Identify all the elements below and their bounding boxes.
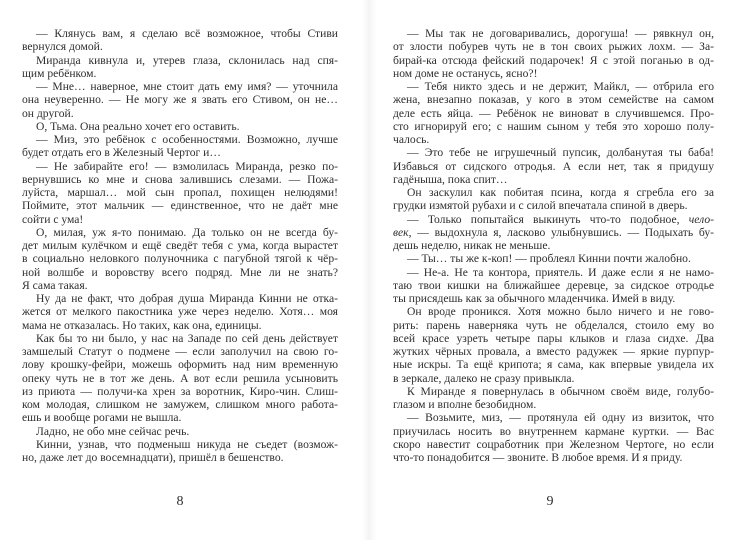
text-line: из приюта — получи-ка хрен за воротник, Киро-чин. Слиш- bbox=[22, 384, 338, 398]
text-line: она неуверенно. — Не могу же я звать его Стивом, он не… bbox=[22, 93, 338, 107]
text-line: — Ты… ты же к-коп! — проблеял Кинни почти жалобно. bbox=[407, 252, 691, 266]
text-line: он другой. bbox=[22, 106, 74, 120]
text-line: таю твои кишки на ближайшее деревце, за сидское отродье bbox=[393, 278, 714, 292]
text-line: ешь и вообще рогами не вышла. bbox=[22, 411, 182, 425]
text-line: жется от мелкого пакостника уже через неделю. Хотя… моя bbox=[22, 305, 338, 319]
paragraph bbox=[393, 385, 714, 412]
text-line: — Это тебе не игрушечный пупсик, долбанутая ты баба! bbox=[407, 146, 714, 160]
paragraph bbox=[393, 252, 714, 265]
text-line: ные искры. Та ещё крипота; я сама, как впервые увидела их bbox=[393, 358, 714, 372]
paragraph bbox=[22, 80, 338, 120]
paragraph bbox=[393, 27, 714, 80]
paragraph bbox=[22, 120, 338, 133]
book-gutter bbox=[362, 0, 376, 540]
text-line: лову крошку-фейри, можешь оформить над ним временную bbox=[22, 358, 338, 372]
paragraph bbox=[22, 292, 338, 332]
text-line: ком молодая, слишком не замужем, слишком много работа- bbox=[22, 398, 338, 411]
paragraph bbox=[393, 146, 714, 186]
text-line: — Миз, это ребёнок с особенностями. Возможно, лучше bbox=[36, 133, 338, 146]
text-line: Поймите, этот мальчик — единственное, что не даёт мне bbox=[22, 199, 338, 213]
text-line bbox=[393, 213, 714, 226]
text-line: сойти с ума! bbox=[22, 212, 84, 226]
text-line: вернулся домой. bbox=[22, 40, 103, 54]
text-line: Избавься от сидского отродья. А если нет, так я придушу bbox=[393, 159, 714, 173]
text-line: бирай-ка отсюда фейский подарочек! Я с этой поганью в од- bbox=[393, 53, 714, 67]
text-line: Миранда кивнула и, утерев глаза, склонилась над спя- bbox=[36, 53, 338, 67]
text-line: вернувшись ко мне и снова залившись слезами. — Пожа- bbox=[22, 172, 338, 186]
italic-text: чело- bbox=[688, 212, 714, 226]
text-line: сто игнорируй его; с нашим сыном у тебя это хорошо полу- bbox=[393, 119, 714, 133]
text-line: ном доме не останусь, ясно?! bbox=[393, 66, 538, 80]
text-line: дет милым кулёчком и ещё сведёт тебя с ума, когда вырастет bbox=[22, 239, 338, 252]
page-number-right: 9 bbox=[546, 494, 554, 509]
paragraph bbox=[393, 80, 714, 146]
paragraph bbox=[393, 266, 714, 306]
text-line: ной волшбе и воровству всего подряд. Мне ли не знать? bbox=[22, 265, 338, 279]
paragraph bbox=[22, 54, 338, 81]
text-line: Как бы то ни было, у нас на Западе по сей день действует bbox=[36, 331, 338, 345]
text-line: — Не забирайте его! — взмолилась Миранда, резко по- bbox=[36, 159, 338, 173]
text-line: Ладно, не обо мне сейчас речь. bbox=[36, 424, 190, 438]
text-line: всей красе узреть четыре пары клыков и глаза сидхе. Два bbox=[393, 331, 714, 345]
page-right-text bbox=[393, 27, 714, 464]
text-line: жутких чёрных провала, а вместо радужек — яркие пурпур- bbox=[393, 345, 714, 358]
text-segment: — Только попытайся выкинуть что-то подобное, bbox=[407, 212, 689, 226]
text-line bbox=[393, 226, 714, 239]
text-line: чалось. bbox=[393, 133, 430, 146]
text-line: грудки измятой рубахи и с силой впечатала спиной в дверь. bbox=[393, 199, 688, 213]
page-number-left: 8 bbox=[176, 494, 184, 509]
text-line: мама не отказалась. Но таких, как она, единицы. bbox=[22, 318, 262, 332]
text-line: глазом и вполне безобидном. bbox=[393, 398, 537, 411]
page-left-text bbox=[22, 27, 338, 464]
text-line: — Клянусь вам, я сделаю всё возможное, чтобы Стиви bbox=[36, 27, 338, 40]
text-line: рить: парень наверняка чуть не обделался, стоило ему во bbox=[393, 318, 714, 332]
text-line: Я сама такая. bbox=[22, 278, 88, 292]
text-line: Кинни, узнав, что подменыш никуда не съедет (возмож- bbox=[36, 437, 338, 451]
paragraph bbox=[22, 438, 338, 465]
text-line: — Мы так не договаривались, дорогуша! — рявкнул он, bbox=[407, 27, 714, 40]
paragraph bbox=[393, 411, 714, 464]
text-line: от злости побурев чуть не в тон своих рыжих лохм. — За- bbox=[393, 40, 714, 54]
paragraph bbox=[22, 27, 338, 54]
text-line: луйста, маршал… мой сын пропал, похищен нелюдями! bbox=[22, 186, 338, 199]
text-line: в социально неловкого полуночника с пагубной тягой к чёр- bbox=[22, 252, 338, 266]
text-line: деле есть яйца. — Ребёнок не виноват в случившемся. Про- bbox=[393, 106, 714, 120]
text-line: О, Тьма. Она реально хочет его оставить. bbox=[36, 119, 240, 133]
text-line: будет отдать его в Железный Чертог и… bbox=[22, 146, 221, 160]
text-line: скоро навестит соцработник при Железном Чертоге, но если bbox=[393, 437, 714, 451]
text-segment: , — выдохнула я, ласково улыбнувшись. — Подыхать бу- bbox=[408, 225, 714, 239]
paragraph bbox=[22, 226, 338, 292]
text-line: Он заскулил как побитая псина, когда я сгребла его за bbox=[407, 186, 714, 199]
text-line: О, милая, уж я-то понимаю. Да только он не всегда бу- bbox=[36, 225, 338, 239]
paragraph bbox=[393, 186, 714, 213]
text-line: К Миранде я повернулась в обычном своём виде, голубо- bbox=[407, 384, 714, 398]
text-line: — Возьмите, миз, — протянула ей одну из визиток, что bbox=[407, 411, 714, 425]
text-line: опеку чуть не в тот же день. А вот если решила усыновить bbox=[22, 371, 338, 385]
text-line: щим ребёнком. bbox=[22, 66, 97, 80]
text-line: но, даже лет до восемнадцати), пришёл в бешенство. bbox=[22, 451, 284, 464]
text-line: дешь неделю, никак не меньше. bbox=[393, 239, 551, 252]
text-line: замшелый Статут о подмене — если заполучил на свою го- bbox=[22, 345, 338, 358]
text-line: — Мне… наверное, мне стоит дать ему имя? — уточнила bbox=[36, 80, 338, 93]
paragraph bbox=[22, 133, 338, 160]
paragraph bbox=[393, 305, 714, 385]
text-line: ты присядешь как за обычного младенчика. Имей в виду. bbox=[393, 292, 676, 305]
paragraph bbox=[393, 213, 714, 253]
text-line: приучилась носить во внутреннем кармане куртки. — Вас bbox=[393, 424, 714, 438]
text-line: — Не-а. Не та контора, приятель. И даже если я не намо- bbox=[407, 265, 714, 279]
paragraph bbox=[22, 160, 338, 226]
text-line: гадёныша, пока спит… bbox=[393, 172, 508, 186]
paragraph bbox=[22, 425, 338, 438]
text-line: — Тебя никто здесь и не держит, Майкл, — отбрила его bbox=[407, 80, 714, 93]
text-line: жена, внезапно показав, у кого в этом семействе на самом bbox=[393, 93, 714, 107]
text-line: что-то понадобится — звоните. В любое время. И я приду. bbox=[393, 451, 683, 464]
paragraph bbox=[22, 332, 338, 425]
italic-text: век bbox=[393, 225, 409, 239]
text-line: Он вроде проникся. Хотя можно было ничего и не гово- bbox=[407, 305, 714, 319]
text-line: Ну да не факт, что добрая душа Миранда Кинни не отка- bbox=[36, 292, 338, 305]
text-line: в зеркале, далеко не сразу привыкла. bbox=[393, 371, 575, 385]
